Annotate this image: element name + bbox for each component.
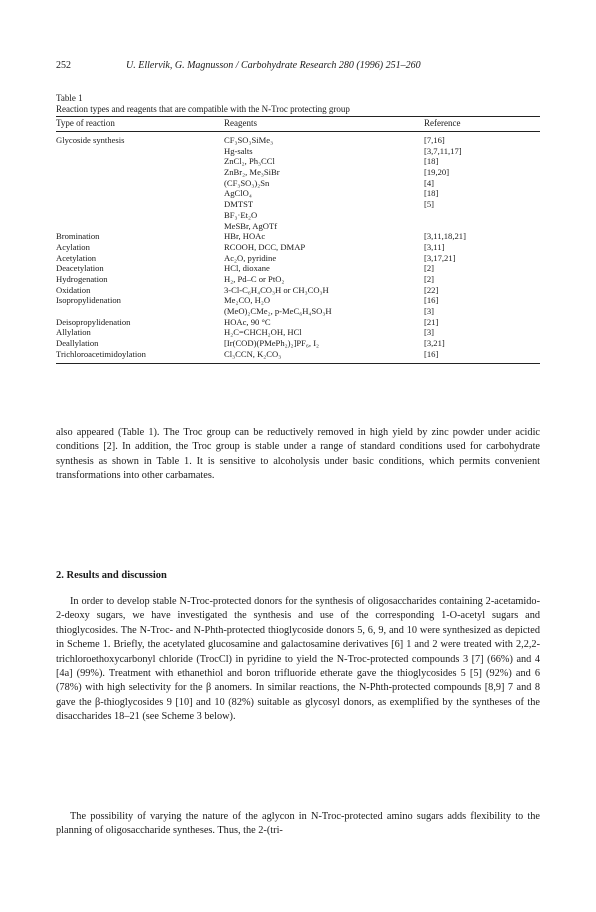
cell-reference: [3] (424, 327, 435, 338)
reaction-table (56, 135, 540, 359)
cell-reference (424, 210, 540, 221)
cell-reagents: RCOOH, DCC, DMAP (224, 241, 306, 252)
cell-reference: [22] (424, 284, 439, 295)
table-row (56, 253, 540, 264)
cell-reagents: MeSBr, AgOTf (224, 220, 278, 231)
page-number: 252 (56, 60, 71, 71)
cell-reference: [3,11,18,21] (424, 231, 466, 242)
cell-reaction-type (56, 221, 224, 232)
table-caption: Reaction types and reagents that are compatible with the N-Troc protecting group (56, 104, 350, 114)
table-row (56, 317, 540, 328)
section-heading: 2. Results and discussion (56, 570, 167, 581)
cell-reagents: DMTST (224, 199, 254, 210)
cell-reagents: HOAc, 90 °C (224, 316, 271, 327)
cell-reaction-type (56, 210, 224, 221)
paragraph-text: also appeared (Table 1). The Troc group can be reductively removed in high yield by zinc powder under acidic conditions [2]. In addition, the Troc group is stable under a range of standard conditions used for carbohydrate synthesis as shown in Table 1. It is sensitive to alcoholysis under basic conditions, which permits convenient transformations into other carbamates. (56, 427, 540, 482)
cell-reagents: (MeO)₂CMe₂, p-MeC₆H₄SO₃H (224, 306, 332, 316)
cell-reaction-type: Trichloroacetimidoylation (56, 348, 146, 359)
cell-reaction-type: Oxidation (56, 284, 91, 295)
cell-reaction-type: Deallylation (56, 338, 99, 349)
cell-reagents: BF₃·Et₂O (224, 209, 258, 220)
cell-reaction-type (56, 188, 224, 199)
table-row (56, 295, 540, 306)
paragraph (56, 595, 540, 725)
column-header-type: Type of reaction (56, 118, 115, 128)
cell-reaction-type (56, 156, 224, 167)
cell-reference: [4] (424, 177, 435, 188)
table-row (56, 146, 540, 157)
table-header-rule (56, 131, 540, 132)
column-header-reference: Reference (424, 118, 461, 128)
table-bottom-rule (56, 363, 540, 364)
cell-reagents: Ac₂O, pyridine (224, 252, 277, 263)
table-row (56, 210, 540, 221)
cell-reagents: [Ir(COD)(PMePh₂)₂]PF₆, I₂ (224, 338, 320, 349)
cell-reference: [21] (424, 316, 439, 327)
cell-reagents: AgClO₄ (224, 188, 252, 199)
cell-reagents: ZnCl₂, Ph₃CCl (224, 156, 275, 167)
cell-reaction-type: Glycoside synthesis (56, 135, 125, 145)
paragraph (56, 810, 540, 839)
cell-reaction-type (56, 199, 224, 210)
table-row (56, 242, 540, 253)
cell-reaction-type: Deacetylation (56, 263, 104, 274)
cell-reference: [7,16] (424, 135, 445, 145)
table-row (56, 306, 540, 317)
cell-reaction-type: Deisopropylidenation (56, 316, 131, 327)
table-row (56, 338, 540, 349)
cell-reference: [18] (424, 156, 439, 167)
table-row (56, 221, 540, 232)
cell-reference: [18] (424, 188, 439, 199)
table-row (56, 263, 540, 274)
cell-reaction-type: Isopropylidenation (56, 295, 121, 306)
cell-reference: [3,11] (424, 241, 445, 252)
cell-reference: [16] (424, 295, 439, 306)
cell-reference: [16] (424, 348, 439, 359)
cell-reference: [3,21] (424, 338, 445, 349)
cell-reagents: H₂, Pd–C or PtO₂ (224, 273, 285, 284)
cell-reaction-type: Bromination (56, 231, 100, 242)
cell-reagents: CF₃SO₃SiMe₃ (224, 135, 274, 145)
table-row (56, 178, 540, 189)
cell-reagents: Cl₃CCN, K₂CO₃ (224, 348, 282, 359)
cell-reagents: HBr, HOAc (224, 231, 266, 242)
cell-reference (424, 221, 540, 232)
cell-reaction-type: Acylation (56, 241, 90, 252)
table-row (56, 188, 540, 199)
cell-reagents: HCl, dioxane (224, 263, 270, 274)
table-row (56, 156, 540, 167)
column-header-reagents: Reagents (224, 118, 257, 128)
cell-reference: [2] (424, 273, 435, 284)
paragraph-text: The possibility of varying the nature of the aglycon in N-Troc-protected amino sugars adds flexibility to the planning of oligosaccharide syntheses. Thus, the 2-(tri- (56, 811, 540, 837)
cell-reaction-type (56, 146, 224, 157)
cell-reaction-type (56, 306, 224, 317)
table-row (56, 167, 540, 178)
cell-reaction-type: Hydrogenation (56, 273, 108, 284)
table-row (56, 327, 540, 338)
cell-reaction-type: Acetylation (56, 252, 97, 263)
journal-citation: U. Ellervik, G. Magnusson / Carbohydrate Research 280 (1996) 251–260 (126, 60, 421, 71)
table-row (56, 231, 540, 242)
cell-reagents: Me₂CO, H₂O (224, 295, 271, 306)
table-label: Table 1 (56, 93, 83, 103)
cell-reagents: 3-Cl-C₆H₄CO₃H or CH₃CO₃H (224, 284, 329, 295)
table-row (56, 135, 540, 146)
cell-reaction-type (56, 167, 224, 178)
cell-reference: [5] (424, 199, 435, 210)
cell-reagents: H₂C=CHCH₂OH, HCl (224, 327, 302, 338)
cell-reference: [3,7,11,17] (424, 145, 462, 156)
cell-reagents: (CF₃SO₃)₂Sn (224, 177, 270, 188)
paragraph-text: In order to develop stable N-Troc-protected donors for the synthesis of oligosaccharides containing 2-acetamido-2-deoxy sugars, we have investigated the synthesis and use of the corresponding 1-O-acetyl sugars and thioglycosides. The N-Troc- and N-Phth-protected thioglycoside donors 5, 6, 9, and 10 were synthesized as depicted in Scheme 1. Briefly, the acetylated glucosamine and galactosamine derivatives [6] 1 and 2 were treated with 2,2,2-trichloroethoxycarbonyl chloride (TrocCl) in pyridine to yield the N-Troc-protected compounds 3 [7] (66%) and 4 [4a] (99%). Treatment with ethanethiol and boron trifluoride etherate gave the thioglycosides 5 [5] (92%) and 6 (78%) with high selectivity for the β anomers. In similar reactions, the N-Phth-protected compounds [8,9] 7 and 8 gave the β-thioglycosides 9 [10] and 10 (82%) suitable as glycosyl donors, as exemplified by the syntheses of the disaccharides 18–21 (see Scheme 3 below). (56, 596, 540, 723)
cell-reference: [19,20] (424, 167, 450, 178)
table-row (56, 349, 540, 360)
cell-reaction-type (56, 178, 224, 189)
cell-reagents: ZnBr₂, Me₃SiBr (224, 167, 280, 178)
paragraph (56, 426, 540, 484)
cell-reagents: Hg-salts (224, 145, 253, 156)
table-row (56, 199, 540, 210)
table-row (56, 285, 540, 296)
table-top-rule (56, 116, 540, 117)
cell-reference: [3,17,21] (424, 252, 456, 263)
cell-reference: [2] (424, 263, 435, 274)
cell-reaction-type: Allylation (56, 327, 91, 338)
table-row (56, 274, 540, 285)
cell-reference: [3] (424, 306, 435, 316)
